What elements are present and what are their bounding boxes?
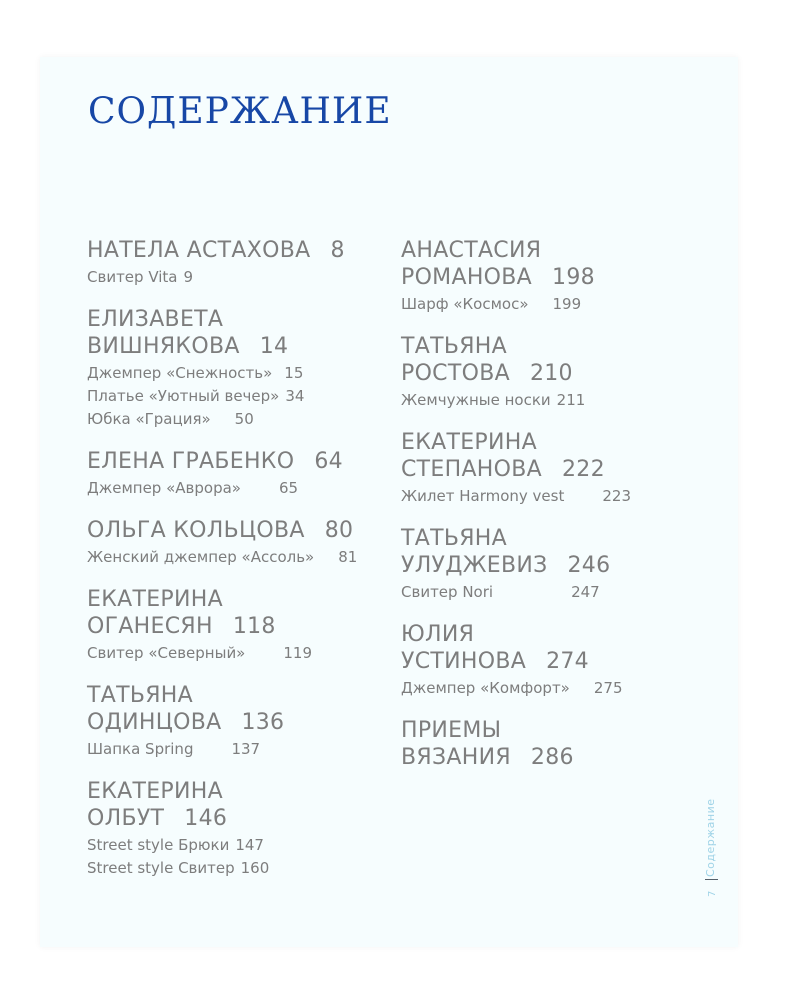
item-page-number: 15 xyxy=(284,364,304,382)
toc-item[interactable]: Свитер «Северный» 119 xyxy=(87,644,313,662)
item-page-number: 9 xyxy=(183,268,194,286)
toc-item[interactable]: Женский джемпер «Ассоль» 81 xyxy=(87,548,358,566)
section-page-number: 64 xyxy=(314,449,343,474)
toc-item[interactable]: Жемчужные носки 211 xyxy=(401,391,586,409)
item-page-number: 275 xyxy=(593,679,623,697)
toc-section xyxy=(87,778,387,880)
section-page-number: 136 xyxy=(241,710,285,735)
author-name[interactable]: ПРИЕМЫ ВЯЗАНИЯ 286 xyxy=(401,718,574,770)
author-name[interactable]: ЕЛЕНА ГРАБЕНКО 64 xyxy=(87,449,343,474)
toc-item[interactable]: Шапка Spring 137 xyxy=(87,740,261,758)
toc-section xyxy=(401,717,731,771)
section-page-number: 146 xyxy=(184,806,228,831)
item-page-number: 211 xyxy=(556,391,586,409)
page xyxy=(40,57,738,947)
side-divider xyxy=(705,879,718,880)
item-page-number: 223 xyxy=(602,487,631,505)
toc-section xyxy=(401,237,731,316)
toc-section xyxy=(401,429,731,508)
toc-section xyxy=(87,586,387,665)
toc-item[interactable]: Джемпер «Аврора» 65 xyxy=(87,479,299,497)
toc-item[interactable]: Джемпер «Снежность» 15 xyxy=(87,364,304,382)
author-name[interactable]: ЕКАТЕРИНА ОЛБУТ 146 xyxy=(87,779,228,831)
toc-item[interactable]: Юбка «Грация» 50 xyxy=(87,410,254,428)
page-number: 7 xyxy=(707,890,718,897)
item-page-number: 81 xyxy=(338,548,358,566)
author-name[interactable]: ТАТЬЯНА ОДИНЦОВА 136 xyxy=(87,683,285,735)
item-page-number: 65 xyxy=(278,479,299,497)
item-page-number: 160 xyxy=(240,859,270,877)
toc-item[interactable]: Жилет Harmony vest 223 xyxy=(401,487,631,505)
toc-item[interactable]: Платье «Уютный вечер» 34 xyxy=(87,387,305,405)
toc-section xyxy=(401,333,731,412)
toc-section xyxy=(87,237,387,289)
section-page-number: 222 xyxy=(562,457,605,482)
author-name[interactable]: АНАСТАСИЯ РОМАНОВА 198 xyxy=(401,238,595,290)
section-page-number: 14 xyxy=(259,334,289,359)
toc-left-column xyxy=(87,237,387,897)
author-name[interactable]: ЕКАТЕРИНА ОГАНЕСЯН 118 xyxy=(87,587,276,639)
author-name[interactable]: ЕЛИЗАВЕТА ВИШНЯКОВА 14 xyxy=(87,307,289,359)
section-page-number: 210 xyxy=(529,361,573,386)
section-page-number: 246 xyxy=(567,553,611,578)
toc-item[interactable]: Шарф «Космос» 199 xyxy=(401,295,582,313)
item-page-number: 34 xyxy=(285,387,305,405)
item-page-number: 137 xyxy=(231,740,261,758)
author-name[interactable]: НАТЕЛА АСТАХОВА 8 xyxy=(87,238,345,263)
section-page-number: 118 xyxy=(232,614,276,639)
item-page-number: 119 xyxy=(283,644,313,662)
toc-section xyxy=(401,525,731,604)
side-tab xyxy=(700,797,724,907)
item-page-number: 247 xyxy=(571,583,600,601)
author-name[interactable]: ЮЛИЯ УСТИНОВА 274 xyxy=(401,622,589,674)
toc-section xyxy=(87,682,387,761)
toc-section xyxy=(87,448,387,500)
toc-section xyxy=(401,621,731,700)
toc-item[interactable]: Street style Брюки 147 xyxy=(87,836,264,854)
item-page-number: 147 xyxy=(235,836,264,854)
item-page-number: 199 xyxy=(552,295,582,313)
toc-item[interactable]: Свитер Nori 247 xyxy=(401,583,600,601)
section-page-number: 274 xyxy=(546,649,589,674)
section-page-number: 198 xyxy=(552,265,595,290)
toc-section xyxy=(87,517,387,569)
section-page-number: 286 xyxy=(530,745,574,770)
section-page-number: 80 xyxy=(324,518,354,543)
author-name[interactable]: ТАТЬЯНА РОСТОВА 210 xyxy=(401,334,573,386)
side-section-label: Содержание xyxy=(704,798,717,877)
section-page-number: 8 xyxy=(330,238,345,263)
toc-item[interactable]: Street style Свитер 160 xyxy=(87,859,270,877)
toc-right-column xyxy=(401,237,731,788)
toc-section xyxy=(87,306,387,431)
page-title: СОДЕРЖАНИЕ xyxy=(88,91,392,132)
item-page-number: 50 xyxy=(234,410,254,428)
toc-item[interactable]: Свитер Vita 9 xyxy=(87,268,194,286)
toc-item[interactable]: Джемпер «Комфорт» 275 xyxy=(401,679,623,697)
author-name[interactable]: ЕКАТЕРИНА СТЕПАНОВА 222 xyxy=(401,430,605,482)
author-name[interactable]: ОЛЬГА КОЛЬЦОВА 80 xyxy=(87,518,354,543)
author-name[interactable]: ТАТЬЯНА УЛУДЖЕВИЗ 246 xyxy=(401,526,611,578)
